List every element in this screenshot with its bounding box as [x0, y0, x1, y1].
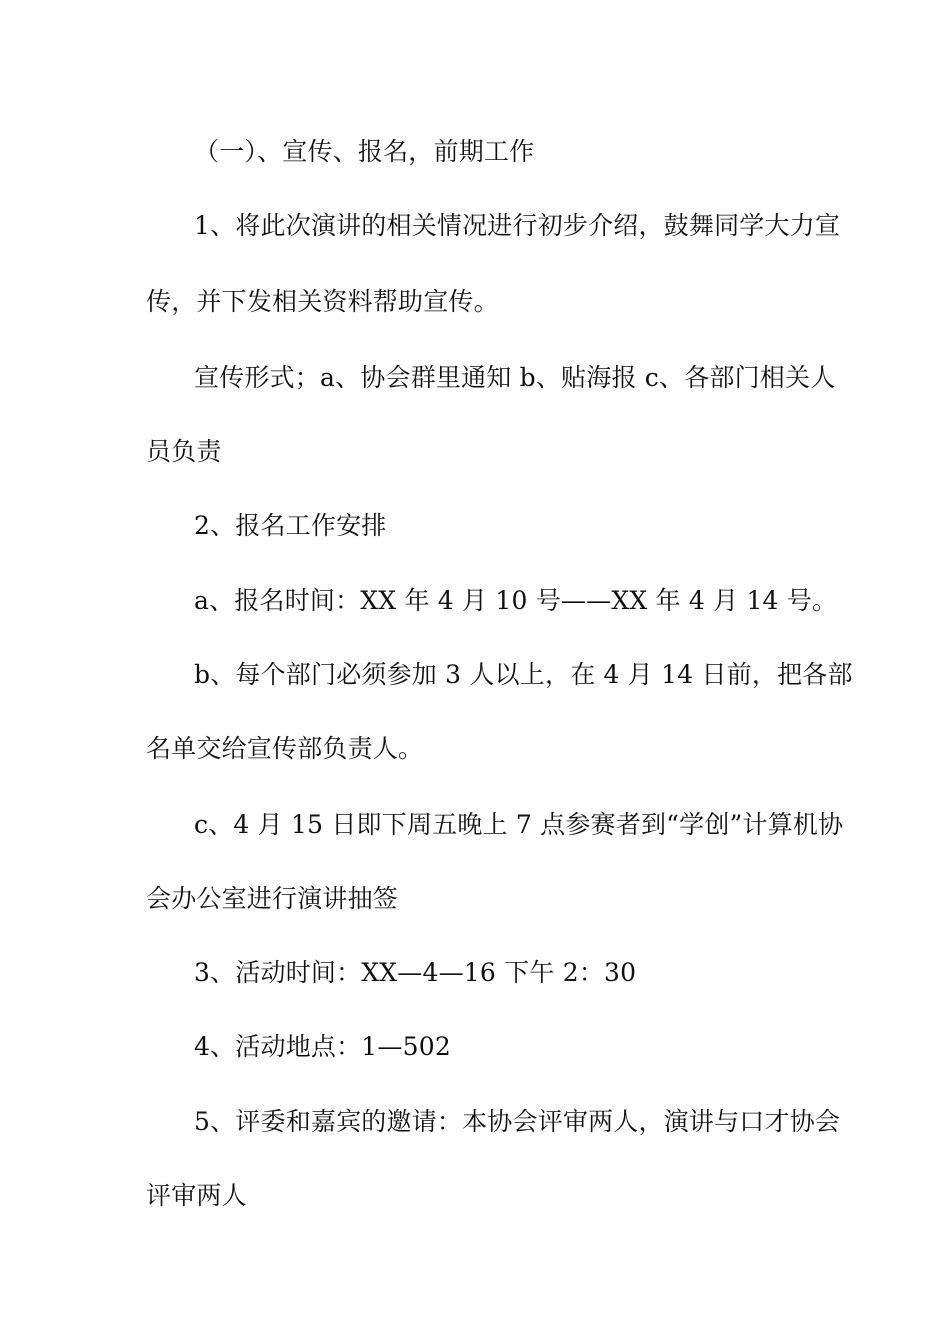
section-heading: （一）、宣传、报名，前期工作 [194, 137, 535, 166]
paragraph-line: 评审两人 [146, 1181, 247, 1210]
paragraph-line: 宣传形式；a、协会群里通知 b、贴海报 c、各部门相关人 [194, 363, 836, 392]
paragraph-line: 传，并下发相关资料帮助宣传。 [146, 287, 499, 316]
paragraph-line: 1、将此次演讲的相关情况进行初步介绍，鼓舞同学大力宣 [194, 211, 841, 240]
paragraph-line: 2、报名工作安排 [194, 511, 387, 540]
paragraph-line: 会办公室进行演讲抽签 [146, 884, 399, 913]
paragraph-line: 5、评委和嘉宾的邀请：本协会评审两人，演讲与口才协会 [194, 1107, 841, 1136]
paragraph-line: b、每个部门必须参加 3 人以上，在 4 月 14 日前，把各部 [194, 660, 853, 689]
paragraph-line: c、4 月 15 日即下周五晚上 7 点参赛者到“学创”计算机协 [194, 810, 844, 839]
paragraph-line: a、报名时间：XX 年 4 月 10 号——XX 年 4 月 14 号。 [194, 586, 838, 615]
paragraph-line: 员负责 [146, 437, 222, 466]
paragraph-line: 3、活动时间：XX—4—16 下午 2：30 [194, 958, 637, 987]
paragraph-line: 4、活动地点：1—502 [194, 1032, 451, 1061]
paragraph-line: 名单交给宣传部负责人。 [146, 734, 424, 763]
